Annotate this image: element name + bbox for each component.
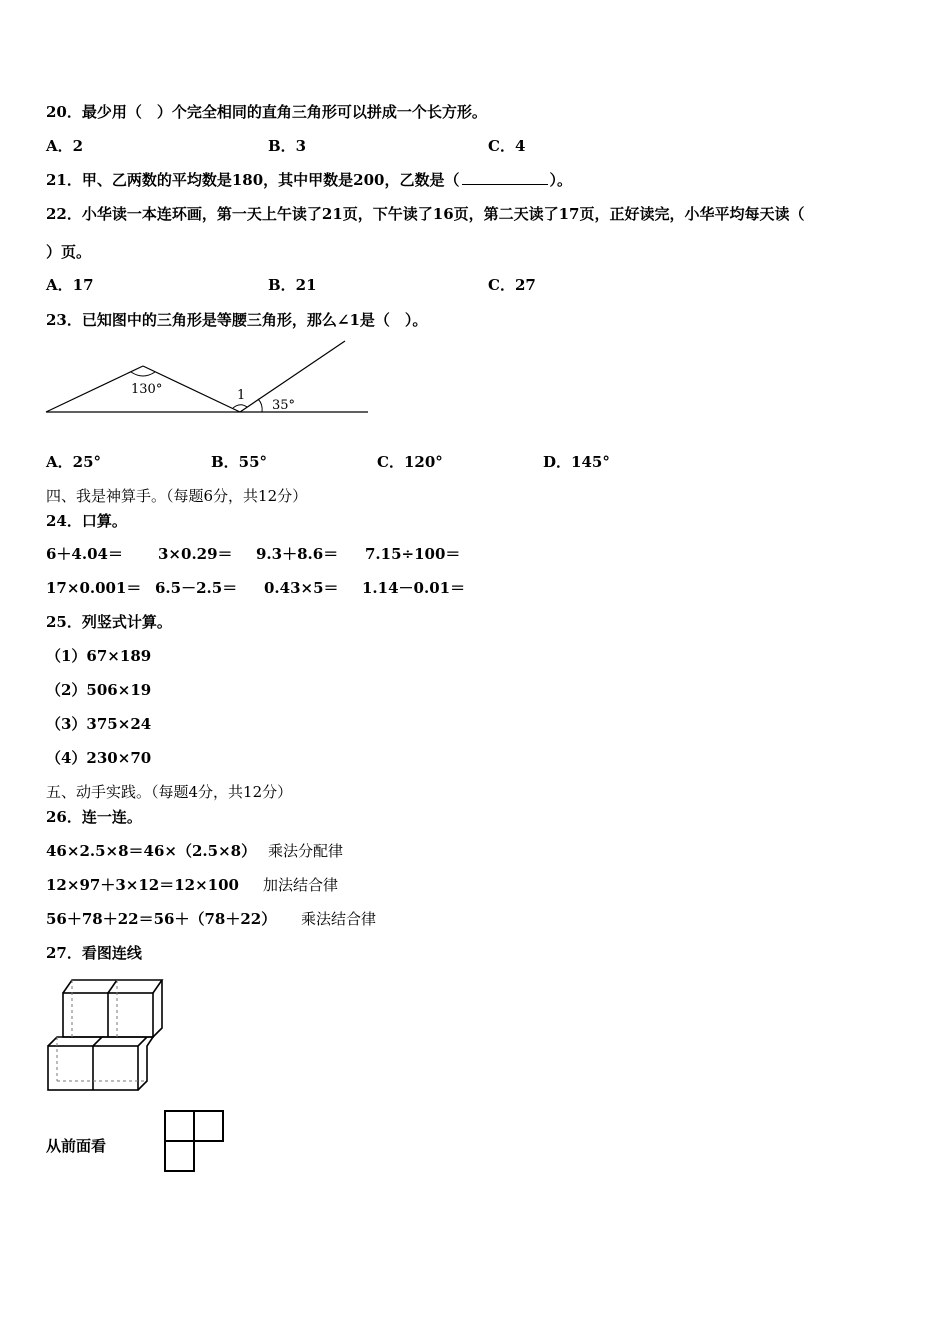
mental-calc-item: 6.5－2.5＝ <box>155 579 238 597</box>
mental-calc-item: 3×0.29＝ <box>158 545 233 563</box>
front-view-label: 从前面看 <box>46 1137 107 1155</box>
vertical-calc-item: （4）230×70 <box>46 749 152 767</box>
q21-text-before: 21．甲、乙两数的平均数是180，其中甲数是200，乙数是（ <box>46 171 460 189</box>
q26-left-item[interactable]: 46×2.5×8＝46×（2.5×8） <box>46 842 257 860</box>
mental-calc-item: 17×0.001＝ <box>46 579 142 597</box>
q26-left-item[interactable]: 56＋78＋22＝56＋（78＋22） <box>46 910 277 928</box>
question-23: 23．已知图中的三角形是等腰三角形，那么∠1是（ ）。 <box>46 311 428 329</box>
vertical-calc-item: （1）67×189 <box>46 647 152 665</box>
question-22-line1: 22．小华读一本连环画，第一天上午读了21页，下午读了16页，第二天读了17页，正好读完，小华平均每天读（ <box>46 205 805 223</box>
q26-right-item[interactable]: 乘法分配律 <box>268 842 344 860</box>
q20-option-a[interactable]: A．2 <box>46 137 84 155</box>
question-27-title: 27．看图连线 <box>46 944 142 962</box>
vertical-calc-item: （3）375×24 <box>46 715 152 733</box>
question-24-title: 24．口算。 <box>46 512 127 530</box>
q21-text-after: ）。 <box>549 171 573 189</box>
section-5-title: 五、动手实践。（每题4分，共12分） <box>46 783 293 801</box>
q22-option-c[interactable]: C．27 <box>488 276 536 294</box>
vertical-calc-item: （2）506×19 <box>46 681 152 699</box>
q23-option-c[interactable]: C．120° <box>377 453 443 471</box>
q23-option-b[interactable]: B．55° <box>211 453 268 471</box>
mental-calc-item: 1.14－0.01＝ <box>362 579 466 597</box>
q26-left-item[interactable]: 12×97＋3×12＝12×100 <box>46 876 239 894</box>
mental-calc-item: 9.3＋8.6＝ <box>256 545 339 563</box>
angle-1-label: 1 <box>237 388 246 403</box>
mental-calc-item: 6＋4.04＝ <box>46 545 123 563</box>
section-4-title: 四、我是神算手。（每题6分，共12分） <box>46 487 308 505</box>
q20-option-b[interactable]: B．3 <box>268 137 307 155</box>
question-25-title: 25．列竖式计算。 <box>46 613 172 631</box>
question-20: 20．最少用（ ）个完全相同的直角三角形可以拼成一个长方形。 <box>46 103 487 121</box>
angle-35-label: 35° <box>272 398 296 413</box>
q26-right-item[interactable]: 加法结合律 <box>263 876 339 894</box>
q22-option-a[interactable]: A．17 <box>46 276 94 294</box>
mental-calc-item: 0.43×5＝ <box>264 579 339 597</box>
q23-option-a[interactable]: A．25° <box>46 453 102 471</box>
apex-angle-label: 130° <box>131 382 163 397</box>
question-26-title: 26．连一连。 <box>46 808 142 826</box>
q23-option-d[interactable]: D．145° <box>543 453 610 471</box>
q22-option-b[interactable]: B．21 <box>268 276 317 294</box>
mental-calc-item: 7.15÷100＝ <box>365 545 461 563</box>
q20-option-c[interactable]: C．4 <box>488 137 526 155</box>
q26-right-item[interactable]: 乘法结合律 <box>301 910 377 928</box>
question-22-line2: ）页。 <box>46 243 92 261</box>
